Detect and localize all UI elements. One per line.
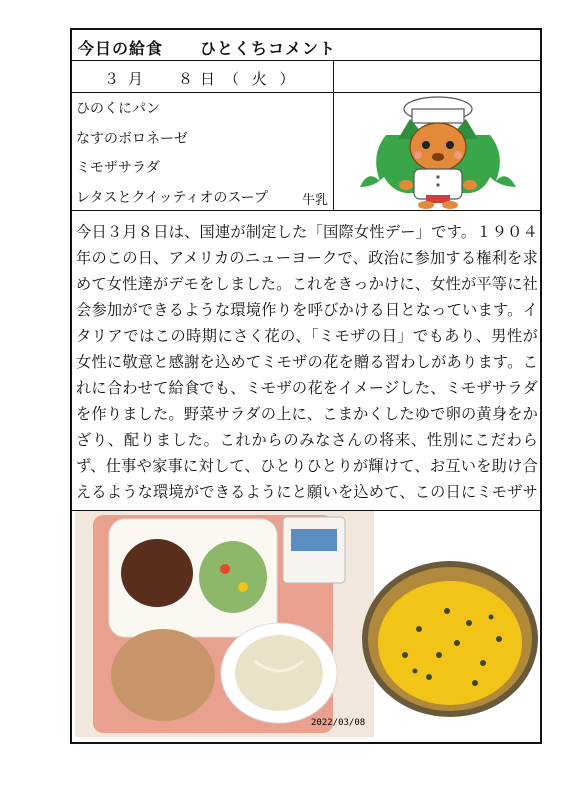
menu-item: なすのボロネーゼ [76,131,188,147]
menu-item: ひのくにパン [76,101,160,117]
menu-item: レタスとクイッティオのスープ [76,190,268,206]
date-weekday: （ 火 ） [224,70,299,88]
title-row [72,30,540,61]
photo-row [72,511,540,744]
comment-section [72,211,540,511]
menu-list [72,93,334,210]
menu-row [72,93,540,211]
date-month: ３ [104,70,120,88]
mimosa-salad-photo [359,559,541,719]
menu-item: ミモザサラダ [76,160,160,176]
comment-text: 今日３月８日は、国連が制定した「国際女性デー」です。１９０４年のこの日、アメリカのニューヨークで、政治に参加する権利を求めて女性達がデモをしました。これをきっかけに、女性が平等に社会参加ができるような環境作りを呼びかける日となっています。イタリアではこの時期にさく花の、「ミモザの日」でもあり、男性が女性に敬意と感謝を込めてミモザの花を贈る習わしがあります。これに合わせて給食でも、ミモザの花をイメージした、ミモザサラダを作りました。野菜サラダの上に、こまかくしたゆで卵の黄身をかざり、配りました。これからのみなさんの将来、性別にこだわらず、仕事や家事に対して、ひとりひとりが輝けて、お互いを助け合えるような環境ができるようにと願いを込めて、この日にミモザサ [76,223,538,501]
mascot-illustration [340,95,538,209]
date-day: ８ [178,70,194,88]
date-cell [72,61,334,92]
lunch-tray-photo [75,511,374,737]
date-day-unit: 日 [200,70,216,88]
menu-drink: 牛乳 [302,193,329,208]
date-month-unit: 月 [128,70,144,88]
date-row [72,61,540,93]
photo-timestamp: 2022/03/08 [311,718,366,728]
lunch-sheet [70,28,542,744]
sheet-subtitle: ひとくちコメント [200,39,337,58]
sheet-title: 今日の給食 [78,39,164,58]
